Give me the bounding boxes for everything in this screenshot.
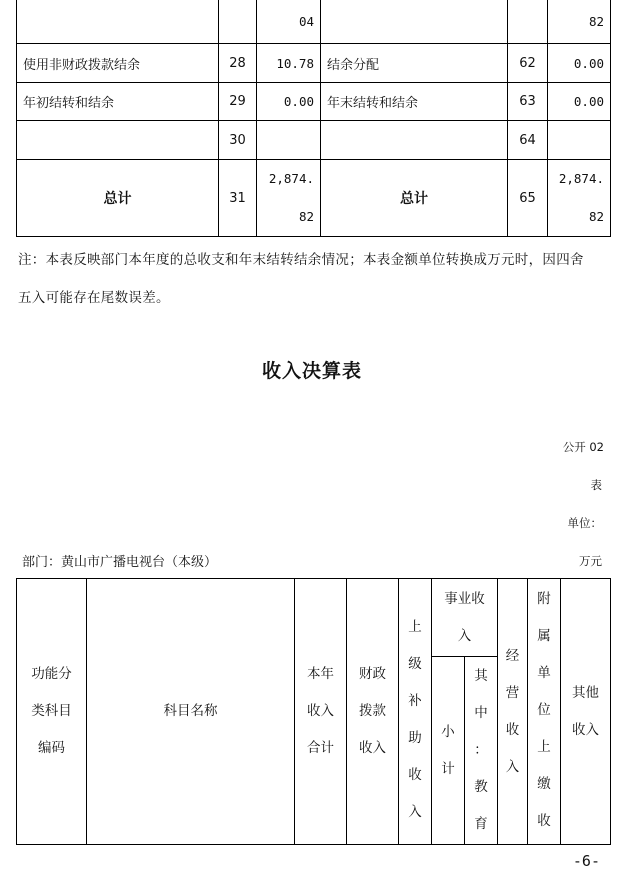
left-item-label [17,121,219,160]
header-affiliated [528,579,561,845]
unit-value: 万元 [579,554,602,568]
right-item-value: 0.00 [548,83,611,121]
header-code [17,579,87,845]
header-superior-char: 级 [408,656,422,672]
header-business-group [432,579,498,657]
header-superior-char: 助 [408,730,422,746]
header-superior-char: 收 [408,767,422,783]
left-item-label: 使用非财政拨款结余 [17,44,219,83]
left-item-no: 28 [219,44,257,83]
right-item-label: 结余分配 [321,44,508,83]
left-item-no: 29 [219,83,257,121]
header-superior [399,579,432,845]
header-of-which-char: 其 [474,668,488,684]
header-operating-char: 入 [505,758,520,775]
header-of-which-char: 中 [474,705,488,721]
header-fiscal [347,579,399,845]
header-subtotal [432,657,465,845]
header-affiliated-char: 单 [537,665,551,681]
header-of-which [465,657,498,845]
header-affiliated-char: 属 [537,628,551,644]
table-row [17,44,611,83]
note-line-1: 注：本表反映部门本年度的总收支和年末结转结余情况；本表金额单位转换成万元时，因四舍 [18,252,584,268]
header-name: 科目名称 [87,579,295,845]
right-item-label [321,0,508,44]
header-subtotal-char: 计 [441,760,455,777]
right-item-label [321,121,508,160]
header-operating-char: 营 [505,684,520,701]
page-title: 收入决算表 [261,360,362,382]
header-fiscal-line: 拨款 [359,703,386,719]
form-number-line1: 公开 02 [562,440,604,454]
left-item-value: 10.78 [257,44,321,83]
left-item-value [257,121,321,160]
right-item-value: 82 [548,0,611,44]
right-item-label: 年末结转和结余 [321,83,508,121]
right-item-no [508,0,548,44]
header-total-income-line: 合计 [307,740,334,756]
table-row [17,0,611,44]
total-row [17,160,611,237]
left-item-no: 30 [219,121,257,160]
header-of-which-char: ： [474,742,488,758]
header-total-income-line: 收入 [307,703,334,719]
department-label: 部门：黄山市广播电视台（本级） [22,555,218,570]
left-total-value [257,160,321,237]
header-row [17,579,611,657]
right-total-no: 65 [508,160,548,237]
right-total-value [548,160,611,237]
table-row [17,121,611,160]
header-business-line: 入 [457,627,472,644]
header-superior-char: 入 [408,804,422,820]
header-other-line: 收入 [572,721,599,738]
header-operating-char: 收 [505,721,520,738]
summary-table [16,0,611,237]
header-affiliated-char: 收 [537,813,551,829]
right-total-value-line1: 2,874. [558,171,604,186]
header-affiliated-char: 上 [537,739,551,755]
header-total-income-line: 本年 [307,666,334,682]
header-operating [498,579,528,845]
form-number-line2: 表 [590,478,602,492]
header-of-which-char: 育 [474,816,488,832]
right-item-value: 0.00 [548,44,611,83]
left-total-value-line1: 2,874. [268,171,314,186]
header-superior-char: 上 [408,619,422,635]
right-item-no: 64 [508,121,548,160]
header-other-line: 其他 [572,684,599,701]
header-affiliated-char: 位 [537,702,551,718]
right-item-no: 62 [508,44,548,83]
header-fiscal-line: 收入 [359,740,386,756]
left-item-value: 0.00 [257,83,321,121]
left-total-no: 31 [219,160,257,237]
header-superior-char: 补 [408,693,422,709]
header-total-income [295,579,347,845]
right-total-label: 总计 [321,160,508,237]
header-code-line: 类科目 [31,703,72,719]
header-subtotal-char: 小 [441,723,455,740]
header-code-line: 编码 [38,740,65,756]
left-total-value-line2: 82 [298,209,314,224]
header-operating-char: 经 [505,647,520,664]
right-item-no: 63 [508,83,548,121]
right-item-value [548,121,611,160]
header-fiscal-line: 财政 [359,666,386,682]
right-total-value-line2: 82 [588,209,604,224]
left-item-value: 04 [257,0,321,44]
left-total-label: 总计 [17,160,219,237]
left-item-no [219,0,257,44]
header-code-line: 功能分 [31,666,72,682]
left-item-label: 年初结转和结余 [17,83,219,121]
unit-label: 单位： [567,516,602,530]
header-other [561,579,611,845]
table-row [17,83,611,121]
income-table [16,578,611,845]
note-line-2: 五入可能存在尾数误差。 [18,290,170,306]
header-affiliated-char: 附 [537,591,551,607]
header-affiliated-char: 缴 [537,776,551,792]
header-of-which-char: 教 [474,779,488,795]
left-item-label [17,0,219,44]
header-business-line: 事业收 [444,590,485,607]
page-number: -6- [572,852,600,870]
